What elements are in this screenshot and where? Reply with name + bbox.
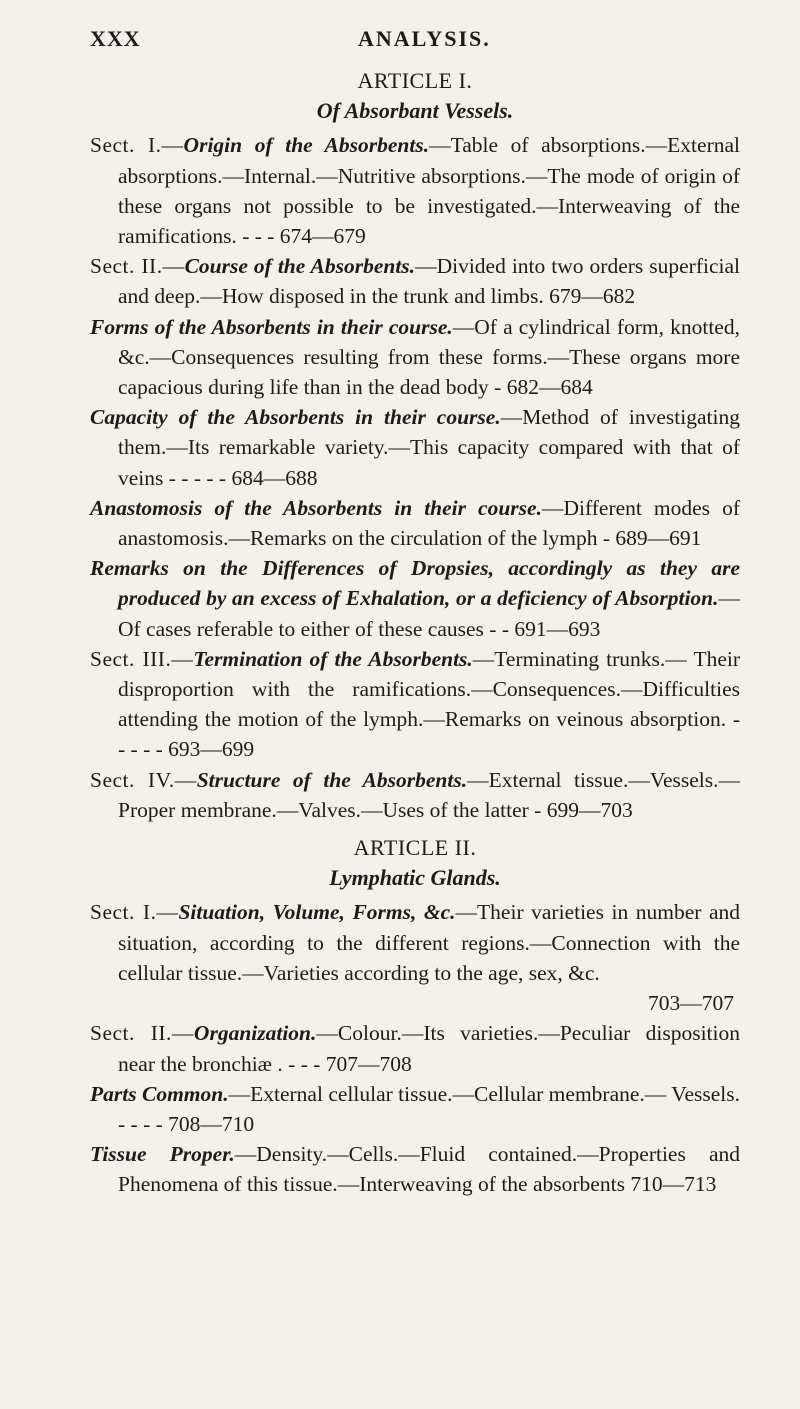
entry-heading: Course of the Absorbents.	[184, 254, 416, 279]
section-label: Sect. II.—	[90, 254, 185, 279]
entry-heading: Organization.	[193, 1021, 317, 1046]
entry-heading: Origin of the Absorbents.	[183, 133, 430, 158]
entry-body: —Colour.—Its varieties.—Peculiar disposition near the bronchiæ	[118, 1021, 740, 1076]
page-range: 693—699	[168, 737, 255, 762]
section-label: Sect. I.—	[90, 133, 184, 158]
entry-heading: Termination of the Absorbents.	[193, 646, 473, 671]
article-2-entry	[90, 1018, 740, 1078]
entry-heading: Structure of the Absorbents.	[196, 767, 468, 792]
entry-heading: Remarks on the Differences of Dropsies, accordingly as they are produced by an excess of Exhalation, or a deficiency of Absorption.	[90, 556, 740, 611]
article-1-entry	[90, 644, 740, 765]
article-2-entry	[90, 897, 740, 988]
page-range: 703—707	[648, 991, 734, 1016]
page-range: 684—688	[231, 465, 318, 490]
article-2-title: Lymphatic Glands.	[329, 865, 501, 891]
entry-body: —Different modes of anastomosis.—Remarks on the circulation of the lymph	[118, 495, 740, 551]
entry-body: —Terminating trunks.— Their disproportion with the ramifications.—Consequences.—Difficulties attending the motion of the lymph.—Remarks on veinous absorption.	[118, 646, 740, 732]
article-1-entry	[90, 553, 740, 644]
article-1-title: Of Absorbant Vessels.	[316, 98, 514, 124]
running-head	[90, 26, 740, 56]
entry-body: —Density.—Cells.—Fluid contained.—Properties and Phenomena of this tissue.—Interweaving of the absorbents	[118, 1142, 740, 1197]
page-range: 707—708	[325, 1051, 412, 1076]
article-1-entry	[90, 130, 740, 251]
entry-body: —External tissue.—Vessels.— Proper membrane.—Valves.—Uses of the latter	[118, 767, 740, 822]
entry-body: —Table of absorptions.—External absorptions.—Internal.—Nutritive absorptions.—The mode of origin of these organs not possible to be investigated.—Interweaving of the ramifications.	[118, 133, 740, 249]
leader-dashes: - - -	[236, 224, 280, 249]
page-range: 699—703	[546, 797, 633, 822]
article-2-entry	[90, 1079, 740, 1139]
article-1-entry	[90, 402, 740, 493]
article-2-entries	[90, 897, 740, 1199]
article-1-entries	[90, 130, 740, 825]
page-range: 689—691	[615, 526, 702, 551]
leader-dashes: - - - - -	[163, 465, 232, 490]
leader-dashes: - - - -	[118, 1111, 169, 1136]
page-range: 674—679	[279, 224, 366, 249]
entry-heading: Situation, Volume, Forms, &c.	[178, 900, 456, 925]
entry-body: —Their varieties in number and situation, according to the different regions.—Connection with the cellular tissue.—Varieties according to the age, sex, &c.	[118, 900, 740, 985]
article-2-heading: ARTICLE II.	[353, 835, 477, 861]
entry-heading: Parts Common.	[90, 1081, 229, 1106]
entry-heading: Tissue Proper.	[90, 1142, 235, 1167]
leader-dashes: - - - - -	[118, 707, 740, 762]
entry-body: —Of a cylindrical form, knotted, &c.—Consequences resulting from these forms.—These organs more capacious during life than in the dead body	[118, 314, 740, 400]
entry-heading: Forms of the Absorbents in their course.	[90, 314, 453, 339]
article-1-entry	[90, 493, 740, 553]
section-label: Sect. III.—	[90, 646, 194, 671]
page-range: 691—693	[514, 616, 601, 641]
entry-body: —Method of investigating them.—Its remarkable variety.—This capacity compared with that of veins	[118, 405, 740, 490]
section-label: Sect. IV.—	[90, 767, 197, 792]
running-title: ANALYSIS.	[358, 26, 491, 51]
page-range: 679—682	[549, 284, 636, 309]
analysis-content	[90, 64, 740, 1200]
section-label: Sect. II.—	[90, 1021, 194, 1046]
page-range: 682—684	[506, 375, 593, 400]
section-label: Sect. I.—	[90, 900, 179, 925]
entry-body: — Of cases referable to either of these causes	[118, 586, 740, 641]
page-number: XXX	[90, 26, 141, 51]
leader-dashes: -	[488, 375, 507, 400]
article-1-entry	[90, 765, 740, 825]
article-2-entry	[90, 1139, 740, 1199]
entry-heading: Anastomosis of the Absorbents in their course.	[90, 495, 542, 520]
entry-body: —External cellular tissue.—Cellular membrane.— Vessels.	[228, 1081, 740, 1106]
article-1-heading: ARTICLE I.	[357, 68, 473, 93]
leader-dashes: . - - -	[272, 1051, 326, 1076]
entry-heading: Capacity of the Absorbents in their course.	[90, 405, 501, 430]
article-1-entry	[90, 251, 740, 311]
article-1-entry	[90, 312, 740, 403]
page-range: 710—713	[630, 1172, 717, 1197]
leader-dashes: -	[597, 526, 616, 551]
leader-dashes: -	[528, 797, 547, 822]
page-range-line	[90, 988, 740, 1018]
leader-dashes: - -	[483, 616, 515, 641]
page-range: 708—710	[168, 1111, 255, 1136]
entry-body: —Divided into two orders superficial and deep.—How disposed in the trunk and limbs.	[118, 254, 740, 309]
